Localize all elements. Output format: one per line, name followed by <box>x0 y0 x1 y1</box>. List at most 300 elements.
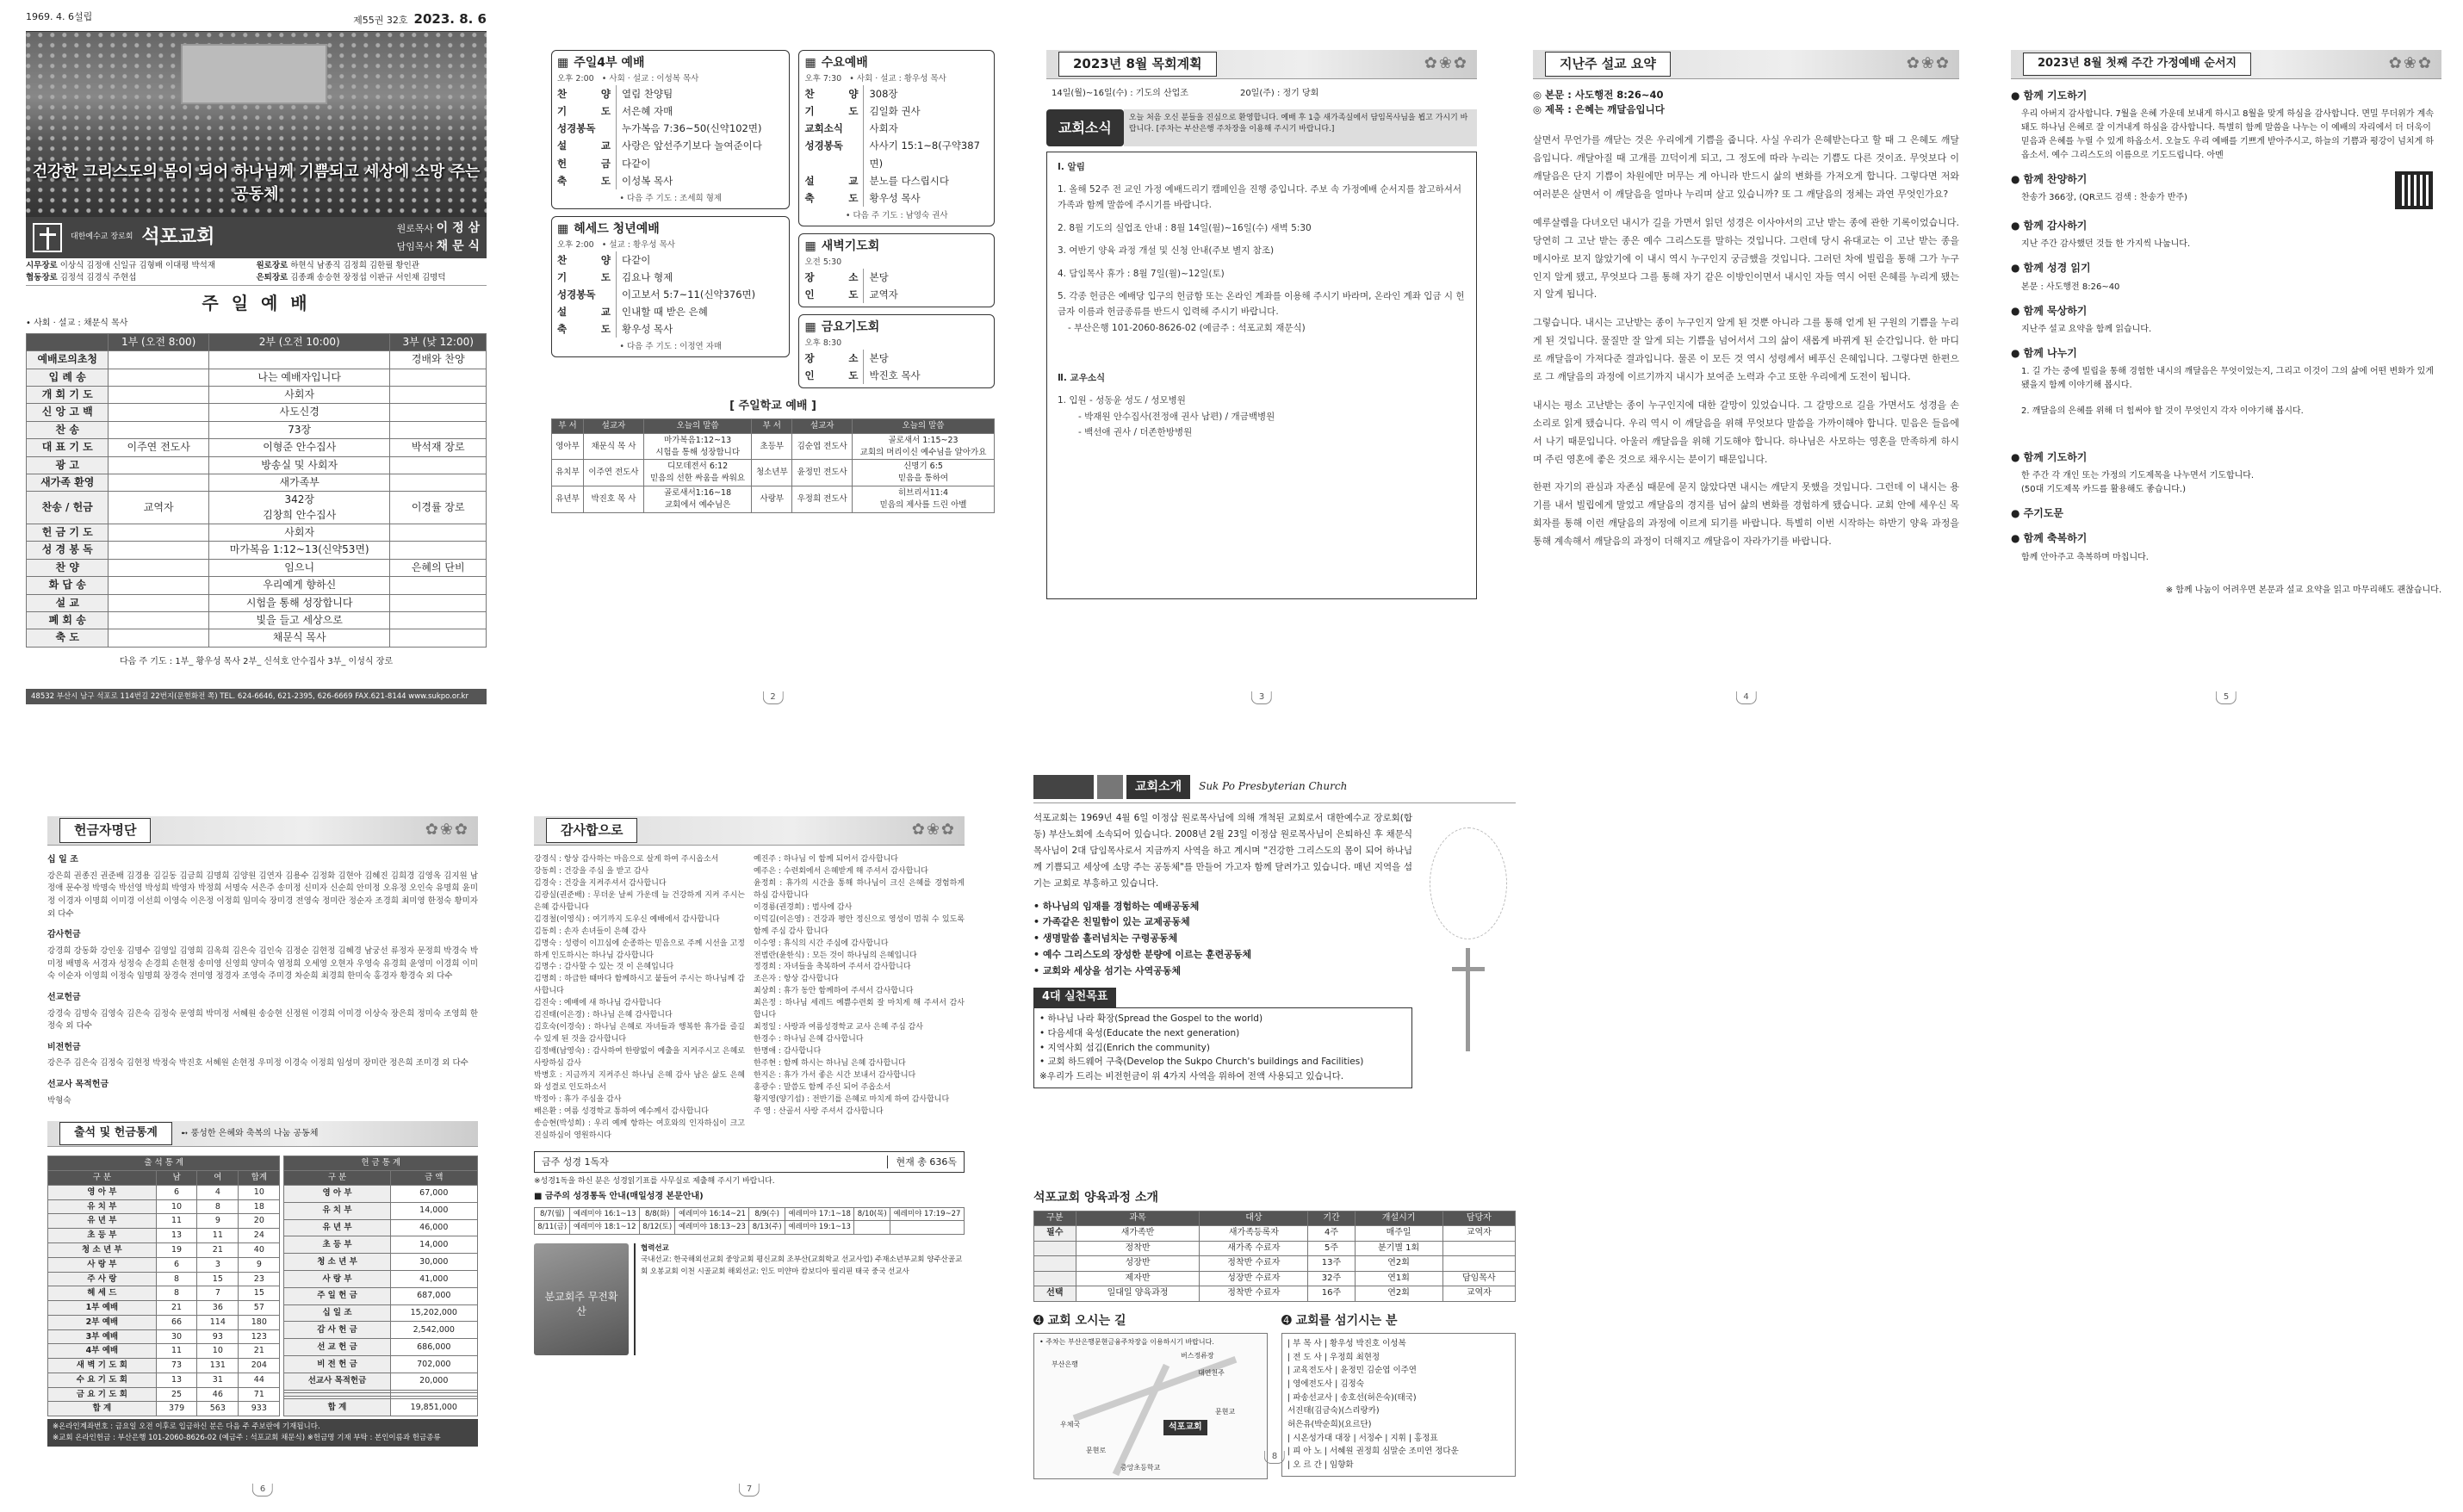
table-cell: 금 요 기 도 회 <box>48 1387 157 1402</box>
table-cell: 헌 금 기 도 <box>27 524 109 542</box>
plan-item: 14일(월)~16일(수) : 기도의 산업조 <box>1052 89 1188 98</box>
table-cell: 제자반 <box>1076 1271 1200 1286</box>
staff-label: 원로장로 <box>256 260 288 270</box>
offering-caption: 헌 금 통 계 <box>284 1156 478 1171</box>
table-cell: 예배로의초청 <box>27 351 109 369</box>
row-label: 장 소 <box>804 352 859 365</box>
table-cell: 이주연 전도사 <box>584 460 644 486</box>
table-row <box>1034 1286 1516 1302</box>
table-cell: 사회자 <box>208 524 390 542</box>
map-label: 버스정류장 <box>1181 1351 1214 1360</box>
member-news-item: - 박재원 안수집사(전정애 권사 남편) / 개금백병원 <box>1078 411 1275 422</box>
column-header: 개설시기 <box>1355 1211 1442 1226</box>
table-cell: 유 치 부 <box>284 1202 390 1219</box>
table-cell: 사회자 <box>208 386 390 403</box>
table-cell: 8 <box>197 1199 239 1214</box>
table-cell <box>109 629 208 647</box>
table-cell: 새 벽 기 도 회 <box>48 1359 157 1373</box>
staff-list: 김정석 김경식 주현섭 <box>59 272 137 282</box>
table-cell: 골로새서1:16~18 교회에서 예수님은 <box>643 486 752 513</box>
donor-list: 박형숙 <box>47 1095 71 1106</box>
table-cell: 13 <box>156 1373 197 1387</box>
table-cell: 10 <box>239 1185 280 1199</box>
table-cell: 유치부 <box>552 460 584 486</box>
wednesday-service-box <box>798 50 995 226</box>
step-text: 본문 : 사도행전 8:26~40 <box>2021 282 2120 292</box>
goal-item: • 생명말씀 훌러넘치는 구령공동체 <box>1033 933 1178 945</box>
table-row <box>48 1329 280 1344</box>
table-row <box>27 577 487 594</box>
notice-item: 5. 각종 헌금은 예배당 입구의 헌금함 또는 온라인 계좌를 이용해 주시기 바라며, 온라인 계좌 입금 시 헌금자 이름과 헌금종류를 반드시 입력해 주시기 바랍니다. <box>1058 290 1465 318</box>
table-cell: 8/7(월) <box>535 1207 570 1220</box>
table-row <box>48 1301 280 1316</box>
step-text: 2. 깨달음의 은혜를 위해 더 힘써야 할 것이 무엇인지 각자 이야기해 봅시다. <box>2021 406 2304 416</box>
table-cell: 박석재 장로 <box>390 439 487 456</box>
qr-code-icon[interactable] <box>2395 171 2433 209</box>
table-cell: 21 <box>197 1243 239 1258</box>
column-header: 구분 <box>1034 1211 1076 1226</box>
row-value: 사회자 <box>863 120 989 137</box>
table-cell: 청 소 년 부 <box>48 1243 157 1258</box>
step-text: 찬송가 366장, (QR코드 검색 : 찬송가 반주) <box>2021 193 2187 203</box>
table-cell: 마가복음1:12~13 시험을 통해 성장합니다 <box>643 433 752 460</box>
table-cell: 선교사 목적헌금 <box>284 1373 390 1390</box>
table-cell: 청소년부 <box>752 460 792 486</box>
table-row <box>48 1359 280 1373</box>
row-label: 교회소식 <box>804 122 843 135</box>
service-title: 주일4부 예배 <box>574 56 645 70</box>
table-cell: 우정희 전도사 <box>792 486 853 513</box>
table-row <box>284 1287 478 1304</box>
table-cell: 3부 예배 <box>48 1329 157 1344</box>
step-heading: 함께 나누기 <box>2023 346 2077 359</box>
news-title: 교회소식 <box>1046 109 1124 146</box>
table-cell: 204 <box>239 1359 280 1373</box>
column-header: 기간 <box>1308 1211 1355 1226</box>
reading-plan-title: ■ 금주의 성경통독 안내(매일성경 본문안내) <box>534 1192 704 1202</box>
table-row <box>27 542 487 559</box>
bulletin-date: 2023. 8. 6 <box>413 11 487 27</box>
table-cell: 46 <box>197 1387 239 1402</box>
table-cell: 21 <box>156 1301 197 1316</box>
table-cell <box>390 404 487 421</box>
table-row <box>284 1219 478 1236</box>
page-number: 5 <box>2216 691 2237 705</box>
sermon-paragraph: 예루살렘을 다녀오던 내시가 길을 가면서 읽던 성경은 이사야서의 고난 받는 종에 관한 기록이었습니다. 당연히 그 고난 받는 종은 예수 그리스도를 말하는 것입니다. 그런데 당시 유대교는 이 고난 받는 종을 메시아로 보지 않았기에 이 내시 역시 누구인지 궁금했을 것입니다. 그러던 차에 빌립을 통해 그가 누구인지 알게 됐고, 무엇보다 그를 통해 자기 같은 이방인이면서 내시인 자들 역시 어떤 은혜를 누리게 됐는지 알게 됩니다. <box>1533 216 1959 301</box>
church-logo <box>33 223 62 252</box>
notice-item: 2. 8월 기도의 실업조 안내 : 8월 14일(월)~16일(수) 새벽 5:30 <box>1058 222 1312 233</box>
table-row <box>552 486 995 513</box>
table-row <box>1034 1226 1516 1242</box>
table-cell: 새가족부 <box>208 474 390 491</box>
service-row <box>804 350 989 367</box>
staff-line: 허은유(박순희)(요르단) <box>1287 1419 1372 1429</box>
step-heading: 주기도문 <box>2023 507 2064 520</box>
table-cell: 설 교 <box>27 594 109 611</box>
table-cell <box>1034 1271 1076 1286</box>
staff-label: 시무장로 <box>26 260 58 270</box>
table-cell: 우리예게 향하신 <box>208 577 390 594</box>
table-cell: 31 <box>197 1373 239 1387</box>
step-heading: 함께 묵상하기 <box>2023 304 2088 317</box>
table-row <box>27 524 487 542</box>
table-cell: 23 <box>239 1272 280 1286</box>
attendance-caption: 출 석 통 계 <box>48 1156 280 1171</box>
calendar-icon: ▦ <box>557 56 569 70</box>
thanks-list-left: 강경식 : 항상 감사하는 마음으로 살게 하여 주시옵소서 강동희 : 건강을 주심 을 받고 감사 김경숙 : 건강을 지켜주셔서 감사합니다 김광실(권준배) : 무더운 날씨 가운데 늘 건강하게 지켜 주시는 은혜 감사합니다 김경철(이영식) : 여기까지 도우신 예배에서 감사합니다 김동희 : 손자 손녀들이 은혜 감사 김명숙 : 성령이 이끄심에 순종하는 믿음으로 주께 시선을 고정하게 인도하시는 하나님 감사합니다 김명수 : 감사할 수 있는 것 이 은혜입니다 김명희 : 하급한 때마다 함께하시고 붙들어 주시는 하나님께 감사합니다 김진숙 : 예배에 새 하나님 감사합니다 김진태(이은경) : 하나님 은혜 감사합니다 김호숙(이경숙) : 하나님 은혜로 자녀들과 행복한 휴가를 즐길 수 있게 된 것을 감사합니다 김정배(남영숙) : 감사하여 한량없이 예출을 지켜주시고 은혜로 사랑하심 감사 박병호 : 지금까지 지켜주신 하나님 은혜 감사 남은 삶도 은혜와 성결로 인도하소서 박정아 : 휴가 주심을 감사 배은환 : 여름 성경학교 통하여 예수께서 감사합니다 송승현(박성희) : 우리 예께 항하는 여호와의 인자하심이 크고 진실하심이 영원하시다 <box>534 855 745 1140</box>
service-time: 오후 2:00 <box>557 239 594 250</box>
mission-text: 국내선교: 한국해외선교회 중앙교회 평신교회 조부산(교회학교 선교사업) 주재소년부교회 양주산골교회 오봉교회 이천 시골교회 해외선교: 인도 미얀마 캄보디아 필리핀 태국 중국 선교사 <box>641 1255 963 1276</box>
step-text: 1. 길 가는 중에 빌립을 통해 경험한 내시의 깨달음은 무엇이었는지, 그리고 이것이 그의 삶에 어떤 변화가 있게 됐을지 함께 이야기해 봅시다. <box>2021 366 2434 390</box>
row-label: 장 소 <box>804 270 859 283</box>
staff-label: 은퇴장로 <box>256 272 288 282</box>
offering-category: 감사헌금 <box>47 930 81 940</box>
service-title: 수요예배 <box>821 56 868 70</box>
row-value: 다같이 <box>616 155 784 172</box>
table-cell: 2부 예배 <box>48 1315 157 1329</box>
table-cell: 비 전 헌 금 <box>284 1356 390 1373</box>
sunday-school-table <box>551 418 995 512</box>
staff-line: | 오 르 간 | 임향화 <box>1287 1459 1354 1470</box>
table-row <box>27 351 487 369</box>
table-cell: 이형준 안수집사 <box>208 439 390 456</box>
page-2-services <box>551 50 995 704</box>
practice-goal-item: • 교회 하드웨어 구축(Develop the Sukpo Church's buildings and Facilities) <box>1039 1057 1364 1068</box>
table-cell <box>109 612 208 629</box>
table-cell: 16주 <box>1308 1286 1355 1302</box>
service-row <box>557 155 784 172</box>
plan-title: 2023년 8월 목회계획 <box>1058 52 1217 77</box>
service-row <box>804 102 989 120</box>
congregation-photo <box>26 32 487 217</box>
row-value: 교역자 <box>863 286 989 303</box>
table-cell: 방송실 및 사회자 <box>208 456 390 474</box>
flower-decoration: ✿❀✿ <box>911 821 956 840</box>
service-row <box>804 137 989 171</box>
table-row <box>284 1399 478 1416</box>
page-8-intro: 교회소개 Suk Po Presbyterian Church 석포교회는 1969년 4월 6일 이정삼 원로목사님에 의해 개척된 교회로서 대한예수교 장로회(합동) 부산노회에 소속되어 있습니다. 2008년 2월 23일 이정삼 원로목사님이 은퇴하신 후 채문식 목사님이 2대 담임목사로서 지금까지 사역을 하고 계시며 "건강한 그리스도의 몸이 되어 하나님께 기쁨되고 세상에 소망 주는 공동체"를 만들어 가고자 함께 달려가고 있습니다. 매년 지역을 섬기는 교회로 부흥하고 있습니다. • 하나님의 임재를 경험하는 예배공동체 • 가족같은 친밀함이 있는 교제공동체 • 생명말씀 훌러넘치는 구령공동체 • 예수 그리스도의 장성한 분량에 이르는 훈련공동체 • 교회와 세상을 섬기는 사역공동체 4대 실천목표 • 하나님 나라 확장(Spread the Gospel to the world) • 다음세대 육성(Educate the next generation) • 지역사회 섬김(Enrich the community) • 교회 하드웨어 구축(Develop the Sukpo Church's buildings and Facilities) ※우리가 드리는 비전헌금이 위 4가지 사역을 위하여 전액 사용되고 있습니다. 석포교회 양육과정 소개 구분 과목 대상 기간 개설시기 담당자 필수 새가족반 새가족등록자 4주 매주일 교역자 정착반 새가족 수료자 5주 분기별 1회 성장반 정착반 수료자 13주 연2회 제자반 성장반 수료자 32주 연1회 담임목사 선택 일대일 양육과정 정착반 수료자 16주 연2회 교역자 ➍ 교회 오시는 길 • 주차는 부산은행문현금융주차장을 이용하시기 바랍니다. 석포교회 부산은행 문현로 대연천주 우체국 문현교 중앙초등학교 버스정류장 ➍ 교회를 섬기시는 분 | 부 목 사 | 황우성 박진호 이성복 | 전 도 사 | 우정희 최현정 | 교육전도사 | 윤정민 김순엽 이주연 | 영에전도사 | 김정숙 | 파송선교사 | 송호선(허은숙)(태국) 서진태(김금숙)(스리랑카) 허은유(박순희)(요르단) | 시온성가대 대장 | 서정수 | 지휘 | 홍정표 | 피 아 노 | 서혜원 권정희 심말순 조미연 정다운 | 오 르 간 | 임향화 8 <box>1033 775 1516 1464</box>
page-number: 6 <box>252 1484 273 1497</box>
section-heading: Ⅰ. 알림 <box>1058 161 1085 172</box>
page-6-offerings <box>47 816 478 1497</box>
staff-line: 서진태(김금숙)(스리랑카) <box>1287 1406 1380 1416</box>
stats-subtitle: ➻ 풍성한 은혜와 축복의 나눔 공동체 <box>180 1128 319 1138</box>
table-cell: 41,000 <box>390 1271 477 1288</box>
table-row <box>284 1304 478 1322</box>
table-cell: 새가족 수료자 <box>1200 1241 1308 1256</box>
map-label: 대연천주 <box>1198 1368 1225 1377</box>
table-row <box>48 1286 280 1301</box>
table-cell: 18 <box>239 1199 280 1214</box>
section-heading: Ⅱ. 교우소식 <box>1058 373 1106 384</box>
column-header: 1부 (오전 8:00) <box>109 333 208 350</box>
row-label: 인 도 <box>804 288 859 301</box>
table-cell: 40 <box>239 1243 280 1258</box>
table-row <box>48 1373 280 1387</box>
service-time: 오전 5:30 <box>804 257 842 267</box>
table-cell: 687,000 <box>390 1287 477 1304</box>
service-row <box>557 85 784 102</box>
table-cell: 새가족반 <box>1076 1226 1200 1242</box>
table-cell: 초 등 부 <box>48 1229 157 1243</box>
table-cell: 십 일 조 <box>284 1304 390 1322</box>
table-cell: 연2회 <box>1355 1256 1442 1272</box>
table-cell: 정착반 수료자 <box>1200 1256 1308 1272</box>
row-label: 설 교 <box>557 306 611 319</box>
table-cell: 분기별 1회 <box>1355 1241 1442 1256</box>
church-map[interactable] <box>1033 1333 1268 1479</box>
page-number: 3 <box>1251 691 1272 705</box>
table-cell <box>109 594 208 611</box>
column-header: 남 <box>156 1171 197 1186</box>
table-cell: 21 <box>239 1344 280 1359</box>
table-cell <box>1034 1256 1076 1272</box>
goal-item: • 하나님의 임재를 경험하는 예배공동체 <box>1033 900 1200 912</box>
home-worship-header <box>2011 50 2441 79</box>
row-value: 인내할 때 받은 은혜 <box>616 303 784 320</box>
plan-item: 20일(주) : 정기 당회 <box>1239 89 1319 98</box>
table-row <box>27 369 487 386</box>
table-cell: 화 답 송 <box>27 577 109 594</box>
sermon-paragraph: 내시는 평소 고난받는 종이 누구인지에 대한 갈망이 있었습니다. 그 갈망으로 길을 가면서도 성경을 손 소리로 읽게 됐습니다. 우리 역시 이 깨달음을 위해 무엇보다 말씀을 가까이해야 합니다. 믿음은 들음에서 나기 때문입니다. 아울러 깨달음을 위해 기도해야 합니다. 하나님은 사모하는 영혼을 만족하게 하시며 주린 영혼에 좋은 것으로 채우시는 분이기 때문입니다. <box>1533 399 1959 465</box>
column-header: 부 서 <box>752 419 792 434</box>
table-cell: 박진호 목 사 <box>584 486 644 513</box>
step-heading: 함께 찬양하기 <box>2023 173 2088 186</box>
table-cell: 예레미야 19:1~13 <box>785 1221 854 1234</box>
table-cell <box>854 1221 890 1234</box>
service-row <box>557 172 784 189</box>
table-cell <box>109 559 208 576</box>
table-cell: 채문식 목사 <box>208 629 390 647</box>
table-cell: 19,851,000 <box>390 1399 477 1416</box>
table-cell: 5주 <box>1308 1241 1355 1256</box>
home-worship-title: 2023년 8월 첫째 주간 가정예배 순서지 <box>2023 53 2251 76</box>
table-cell: 헤 세 드 <box>48 1286 157 1301</box>
table-row <box>552 433 995 460</box>
notice-item: 3. 여반기 양육 과정 개설 및 신청 안내(주보 별지 참조) <box>1058 245 1275 257</box>
table-cell <box>1442 1256 1515 1272</box>
row-label: 찬 양 <box>557 88 611 101</box>
table-cell: 빛을 들고 세상으로 <box>208 612 390 629</box>
column-header: 금 액 <box>390 1171 477 1186</box>
table-cell: 이주연 전도사 <box>109 439 208 456</box>
thanks-list-right: 예진주 : 하나님 이 함께 되어서 감사합니다 예주은 : 수련회에서 은혜받게 해 주셔서 감사합니다 윤정희 : 휴가의 시간을 통해 하나님이 크신 은혜를 경험하게 하심 감사합니다 이경룡(권경희) : 범사에 감사 이덕길(이은영) : 건강과 평안 정신으로 영성이 멈춰 수 있도록 함께 주심 감사 합니다 이수영 : 휴식의 시간 주심에 감사합니다 전범란(윤한식) : 모든 것이 하나님의 은혜입니다 정경희 : 자녀들을 축복하여 주셔서 감사합니다 조은자 : 항상 감사합니다 최상희 : 휴가 동안 함께하여 주셔서 감사합니다 최은정 : 하나님 세레드 예쁨수련회 잘 마치게 해 주셔서 감사합니다 최정일 : 사랑과 여름성경학교 교사 은혜 주심 감사 한경수 : 하나님 은혜 감사합니다 한명애 : 감사합니다 한주현 : 함께 하시는 하나님 은혜 감사합니다 한지은 : 휴가 가서 좋은 시간 보내서 감사합니다 홍광수 : 말씀도 함께 주신 되어 주옵소서 황지영(양기섭) : 전반기를 은혜로 마치게 하여 감사합니다 주 영 : 산골서 사랑 주셔서 감사합니다 <box>754 855 965 1116</box>
service-row <box>804 269 989 286</box>
pastor-label: 담임목사 <box>396 240 434 252</box>
table-cell: 경배와 찬양 <box>390 351 487 369</box>
row-value: 본당 <box>863 269 989 286</box>
service-row <box>804 189 989 207</box>
goals-title: 4대 실천목표 <box>1033 988 1116 1007</box>
table-cell: 예레미야 18:13~23 <box>675 1221 749 1234</box>
table-cell: 영 아 부 <box>284 1185 390 1202</box>
table-cell: 이경률 장로 <box>390 492 487 524</box>
row-value: 다같이 <box>616 251 784 269</box>
table-cell <box>208 351 390 369</box>
table-cell: 합 계 <box>284 1399 390 1416</box>
serve-title: 교회를 섬기시는 분 <box>1295 1313 1398 1328</box>
table-cell: 새가족 환영 <box>27 474 109 491</box>
flower-decoration: ✿❀✿ <box>1906 54 1951 73</box>
service-title: 헤세드 청년예배 <box>574 221 660 236</box>
service-row <box>557 320 784 338</box>
mission-label: 협력선교 <box>641 1243 669 1253</box>
table-cell: 새가족등록자 <box>1200 1226 1308 1242</box>
church-address: 48532 부산시 남구 석포로 114번길 22번지(문현화전 쪽) TEL. 624-6646, 621-2395, 626-6669 FAX.621-8144 www.sukpo.or.kr <box>26 689 487 704</box>
worship-order-table <box>26 333 487 648</box>
table-cell: 14,000 <box>390 1202 477 1219</box>
column-header: 합계 <box>239 1171 280 1186</box>
column-header: 오늘의 말씀 <box>643 419 752 434</box>
table-cell: 8/8(화) <box>640 1207 675 1220</box>
row-label: 인 도 <box>804 369 859 382</box>
table-row <box>27 421 487 438</box>
service-row <box>557 137 784 154</box>
table-cell: 합 계 <box>48 1402 157 1416</box>
table-cell <box>390 612 487 629</box>
table-cell: 히브리서11:4 믿음의 제사를 드린 아벨 <box>853 486 995 513</box>
table-cell: 채문식 목 사 <box>584 433 644 460</box>
table-cell: 20,000 <box>390 1373 477 1390</box>
table-cell: 10 <box>156 1199 197 1214</box>
table-cell: 김순엽 전도사 <box>792 433 853 460</box>
staff-list: 하현식 남종직 김정희 김한필 황인관 <box>290 260 419 270</box>
table-cell: 8/13(주) <box>749 1221 785 1234</box>
bank-note: ※온라인계좌번호 : 금요일 오전 이후로 입금하신 분은 다음 주 주보란에 기재됩니다. <box>53 1422 320 1432</box>
column-header: 구 분 <box>48 1171 157 1186</box>
service-row <box>557 269 784 286</box>
donor-list: 강경숙 김명숙 김영숙 김은숙 김정숙 문영희 박미정 서혜원 송승현 신정원 이경희 이미경 이상숙 장은희 정미숙 조영희 한정숙 외 다수 <box>47 1008 478 1032</box>
table-row <box>48 1402 280 1416</box>
step-heading: 함께 기도하기 <box>2023 450 2088 463</box>
service-leader: • 사회 · 설교 : 황우성 목사 <box>849 74 946 84</box>
table-row <box>1034 1256 1516 1272</box>
page-5-home-worship: 2023년 8월 첫째 주간 가정예배 순서지 ✿❀✿ ● 함께 기도하기 우리 아버지 감사합니다. 7월을 은혜 가운데 보내게 하시고 8월을 맞게 하심을 감사합니다. 면밀 무더위가 계속돼도 하나님 은혜로 잘 이겨내게 하심을 감사합니다. 특별히 함께 말씀을 나누는 이 예배의 자리에서 더 더욱이 믿음과 은혜를 누릴 수 있게 하옵소서. 오늘도 우리 예배를 기쁘게 받아주시고, 하늘의 기쁨과 평강이 넘치게 하옵소서. 예수 그리스도의 이름으로 기도드립니다. 아멘 ● 함께 찬양하기 찬송가 366장, (QR코드 검색 : 찬송가 반주) ● 함께 감사하기 지난 주간 감사했던 것들 한 가지씩 나눕니다. ● 함께 성경 읽기 본문 : 사도행전 8:26~40 ● 함께 묵상하기 지난주 설교 요약을 함께 읽습니다. ● 함께 나누기 1. 길 가는 중에 빌립을 통해 경험한 내시의 깨달음은 무엇이었는지, 그리고 이것이 그의 삶에 어떤 변화가 있게 됐을지 함께 이야기해 봅시다. 2. 깨달음의 은혜를 위해 더 힘써야 할 것이 무엇인지 각자 이야기해 봅시다. ● 함께 기도하기 한 주간 각 개인 또는 가정의 기도제목을 나누면서 기도합니다. (50대 기도제목 카드를 활용해도 좋습니다.) ● 주기도문 ● 함께 축복하기 함께 안아주고 축복하며 마칩니다. ※ 함께 나눔이 어려우면 본문과 설교 요약을 읽고 마무리해도 괜찮습니다. 5 <box>2011 50 2441 704</box>
row-value: 서은혜 자매 <box>616 102 784 120</box>
table-cell: 563 <box>197 1402 239 1416</box>
table-cell: 성장반 <box>1076 1256 1200 1272</box>
table-row <box>1034 1271 1516 1286</box>
church-intro: 석포교회는 1969년 4월 6일 이정삼 원로목사님에 의해 개척된 교회로서 대한예수교 장로회(합동) 부산노회에 소속되어 있습니다. 2008년 2월 23일 이정삼 원로목사님이 은퇴하신 후 채문식 목사님이 2대 담임목사로서 지금까지 사역을 하고 계시며 "건강한 그리스도의 몸이 되어 하나님께 기쁨되고 세상에 소망 주는 공동체"를 만들어 가고자 함께 달려가고 있습니다. 매년 지역을 섬기는 교회로 부흥하고 있습니다. <box>1033 813 1412 889</box>
service-row <box>804 85 989 102</box>
table-cell: 예레미야 16:14~21 <box>675 1207 749 1220</box>
table-cell: 주 사 랑 <box>48 1272 157 1286</box>
donor-list: 강경희 강동화 강인웅 김명수 김영일 김영희 김옥희 김은숙 김인숙 김정순 김현정 김혜경 남궁선 류정자 문정희 박경숙 박미정 배명옥 서경자 성정숙 손경희 손현정 송미영 신영희 양미숙 염정희 오세영 오현자 우영숙 유경희 윤영미 이경희 이미숙 이순자 이영희 이정숙 임명희 장경숙 전미영 정경자 조영숙 주미경 차순희 최경희 한미숙 홍경자 황경숙 외 다수 <box>47 945 478 982</box>
map-label: 문현교 <box>1215 1407 1236 1416</box>
member-news-item: - 백선애 권사 / 더존한방병원 <box>1078 427 1193 438</box>
table-cell: 사 랑 부 <box>48 1257 157 1272</box>
map-title: 교회 오시는 길 <box>1047 1313 1126 1328</box>
bible-reader-count: 현재 총 636독 <box>887 1156 958 1169</box>
offering-category: 선교헌금 <box>47 993 81 1003</box>
table-cell: 66 <box>156 1315 197 1329</box>
table-cell: 71 <box>239 1387 280 1402</box>
table-cell: 25 <box>156 1387 197 1402</box>
title-blocks <box>1033 775 1190 799</box>
table-cell: 입 례 송 <box>27 369 109 386</box>
map-label: 부산은행 <box>1052 1360 1078 1368</box>
page-1-cover <box>26 9 487 706</box>
practice-goal-item: • 하나님 나라 확장(Spread the Gospel to the world) <box>1039 1013 1263 1025</box>
table-row <box>27 439 487 456</box>
table-cell: 11 <box>156 1214 197 1229</box>
service-4th-box <box>551 50 790 209</box>
step-text: 함께 안아주고 축복하며 마칩니다. <box>2021 552 2149 562</box>
page-number: 4 <box>1735 691 1756 705</box>
table-row <box>284 1271 478 1288</box>
table-row <box>284 1236 478 1254</box>
table-cell: 성 경 봉 독 <box>27 542 109 559</box>
table-cell: 30 <box>156 1329 197 1344</box>
table-row <box>27 492 487 524</box>
table-cell <box>109 369 208 386</box>
table-cell <box>109 474 208 491</box>
table-cell <box>109 386 208 403</box>
donor-list: 강은주 김은숙 김정숙 김현정 박정숙 박진호 서혜원 손현정 우미정 이경숙 이정희 임성미 장미란 정은희 조미경 외 다수 <box>47 1058 468 1069</box>
table-cell: 유 년 부 <box>284 1219 390 1236</box>
table-cell: 사도신경 <box>208 404 390 421</box>
offering-stats-table <box>283 1156 478 1416</box>
sermon-theme: ◎ 제목 : 은혜는 깨달음입니다 <box>1533 102 1665 115</box>
table-cell <box>390 594 487 611</box>
goal-item: • 교회와 세상을 섬기는 사역공동체 <box>1033 964 1182 976</box>
calendar-icon: ▦ <box>804 320 816 335</box>
bible-reader-label: 금주 성경 1독자 <box>542 1156 609 1168</box>
table-cell: 주 일 헌 금 <box>284 1287 390 1304</box>
church-name: 석포교회 <box>141 225 215 248</box>
step-text: 지난 주간 감사했던 것들 한 가지씩 나눕니다. <box>2021 239 2191 250</box>
next-week-prayer: • 다음 주 기도 : 이정연 자매 <box>619 342 723 352</box>
table-cell: 신명기 6:5 믿음을 통하여 <box>853 460 995 486</box>
table-cell: 초등부 <box>752 433 792 460</box>
table-cell: 연2회 <box>1355 1286 1442 1302</box>
table-cell: 15 <box>239 1286 280 1301</box>
table-cell: 8/10(목) <box>854 1207 890 1220</box>
table-row <box>284 1356 478 1373</box>
row-value: 황우성 목사 <box>863 189 989 207</box>
attendance-table <box>47 1156 280 1416</box>
table-row <box>27 474 487 491</box>
thanks-title: 감사합으로 <box>546 818 637 844</box>
table-cell: 영 아 부 <box>48 1185 157 1199</box>
page-3-news <box>1046 50 1477 704</box>
table-cell: 매주일 <box>1355 1226 1442 1242</box>
table-cell: 73장 <box>208 421 390 438</box>
column-header: 과목 <box>1076 1211 1200 1226</box>
row-value: 이성복 목사 <box>616 172 784 189</box>
table-cell: 연1회 <box>1355 1271 1442 1286</box>
offering-header <box>47 816 478 846</box>
row-value: 누가복음 7:36~50(신약102면) <box>616 120 784 137</box>
page-4-sermon <box>1533 50 1959 704</box>
table-cell <box>390 629 487 647</box>
table-cell: 8/12(토) <box>640 1221 675 1234</box>
table-cell: 24 <box>239 1229 280 1243</box>
table-cell: 67,000 <box>390 1185 477 1202</box>
sermon-text: ◎ 본문 : 사도행전 8:26~40 <box>1533 89 1664 101</box>
founded-date: 1969. 4. 6설립 <box>26 11 93 22</box>
denomination: 대한예수교 장로회 <box>71 232 133 242</box>
table-cell: 11 <box>156 1344 197 1359</box>
practice-goal-item: • 지역사회 섬김(Enrich the community) <box>1039 1042 1210 1053</box>
service-time: 오후 2:00 <box>557 74 594 84</box>
table-row <box>27 386 487 403</box>
map-label: 우체국 <box>1060 1420 1081 1428</box>
table-cell: 축 도 <box>27 629 109 647</box>
table-cell: 15 <box>197 1272 239 1286</box>
row-label: 축 도 <box>557 323 611 336</box>
table-cell: 180 <box>239 1315 280 1329</box>
